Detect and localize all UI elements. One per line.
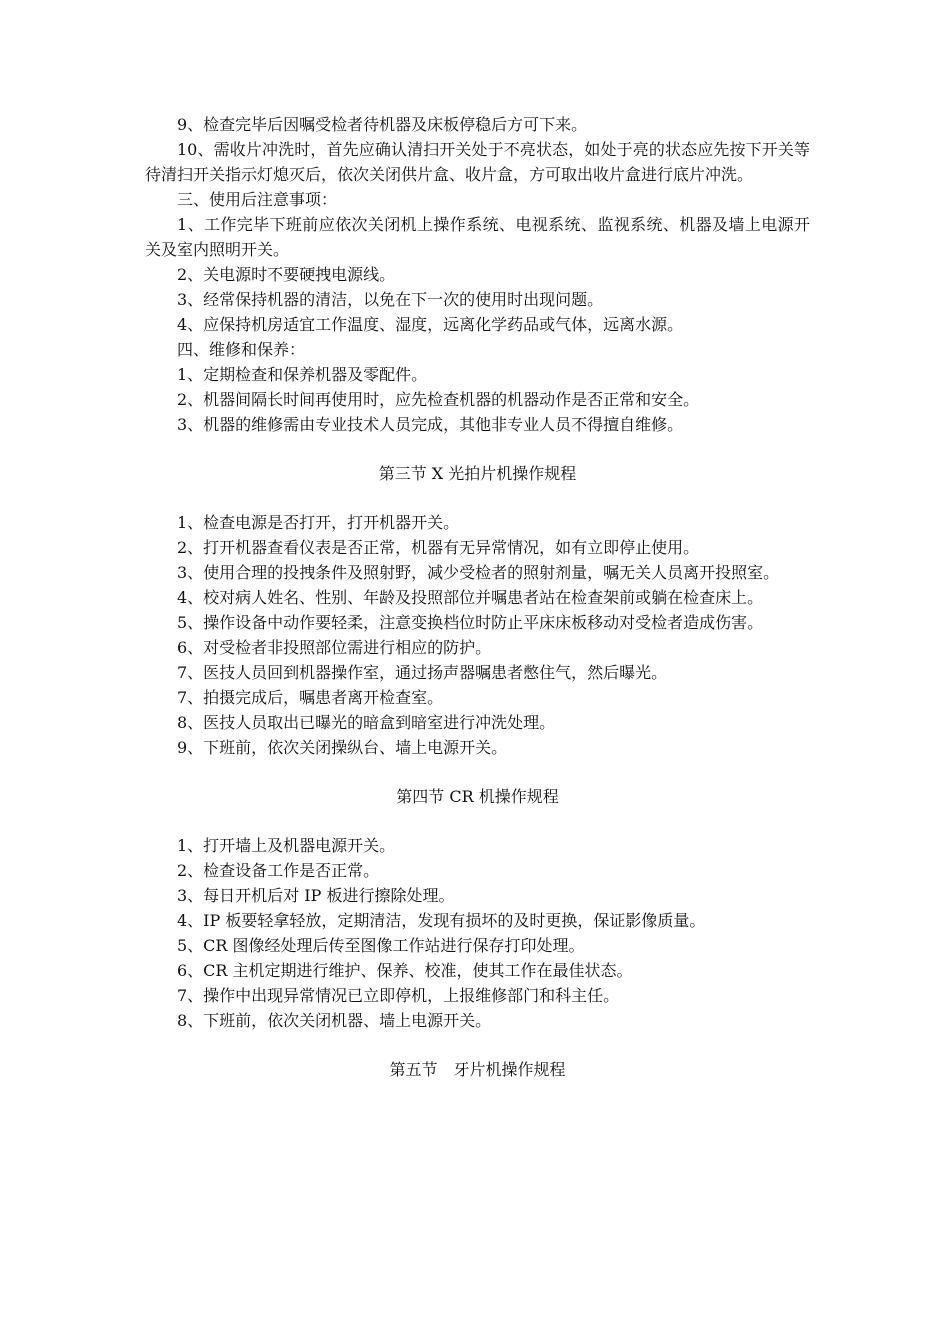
paragraph: 2、机器间隔长时间再使用时，应先检查机器的机器动作是否正常和安全。 xyxy=(177,390,700,409)
list-item: 5、CR 图像经处理后传至图像工作站进行保存打印处理。 xyxy=(177,936,585,955)
list-item: 5、操作设备中动作要轻柔，注意变换档位时防止平床床板移动对受检者造成伤害。 xyxy=(177,613,764,632)
section-title: 第三节 X 光拍片机操作规程 xyxy=(378,464,577,483)
document-page xyxy=(145,112,810,1082)
list-item: 8、下班前，依次关闭机器、墙上电源开关。 xyxy=(177,1011,492,1030)
paragraph: 3、机器的维修需由专业技术人员完成，其他非专业人员不得擅自维修。 xyxy=(177,415,684,434)
list-item: 4、校对病人姓名、性别、年龄及投照部位并嘱患者站在检查架前或躺在检查床上。 xyxy=(177,588,764,607)
list-item: 2、打开机器查看仪表是否正常，机器有无异常情况，如有立即停止使用。 xyxy=(177,538,700,557)
paragraph: 4、应保持机房适宜工作温度、湿度，远离化学药品或气体，远离水源。 xyxy=(177,315,684,334)
list-item: 3、使用合理的投拽条件及照射野，减少受检者的照射剂量，嘱无关人员离开投照室。 xyxy=(177,563,780,582)
paragraph: 1、定期检查和保养机器及零配件。 xyxy=(177,365,428,384)
paragraph: 1、工作完毕下班前应依次关闭机上操作系统、电视系统、监视系统、机器及墙上电源开关及室内照明开关。 xyxy=(145,215,810,259)
list-item: 1、打开墙上及机器电源开关。 xyxy=(177,836,396,855)
list-item: 7、拍摄完成后，嘱患者离开检查室。 xyxy=(177,688,444,707)
subsection-heading: 四、维修和保养： xyxy=(177,340,306,359)
paragraph: 2、关电源时不要硬拽电源线。 xyxy=(177,265,396,284)
paragraph: 10、需收片冲洗时，首先应确认清扫开关处于不亮状态，如处于亮的状态应先按下开关等待清扫开关指示灯熄灭后，依次关闭供片盒、收片盒，方可取出收片盒进行底片冲洗。 xyxy=(145,140,810,184)
list-item: 6、对受检者非投照部位需进行相应的防护。 xyxy=(177,638,492,657)
list-item: 7、医技人员回到机器操作室，通过扬声器嘱患者憋住气，然后曝光。 xyxy=(177,663,668,682)
list-item: 9、下班前，依次关闭操纵台、墙上电源开关。 xyxy=(177,738,508,757)
list-item: 6、CR 主机定期进行维护、保养、校准，使其工作在最佳状态。 xyxy=(177,961,633,980)
section-title: 第四节 CR 机操作规程 xyxy=(396,787,559,806)
list-item: 8、医技人员取出已曝光的暗盒到暗室进行冲洗处理。 xyxy=(177,713,556,732)
section-title: 第五节 牙片机操作规程 xyxy=(389,1060,566,1079)
list-item: 2、检查设备工作是否正常。 xyxy=(177,861,380,880)
list-item: 3、每日开机后对 IP 板进行擦除处理。 xyxy=(177,886,455,905)
list-item: 1、检查电源是否打开，打开机器开关。 xyxy=(177,513,460,532)
paragraph: 3、经常保持机器的清洁，以免在下一次的使用时出现问题。 xyxy=(177,290,604,309)
list-item: 7、操作中出现异常情况已立即停机，上报维修部门和科主任。 xyxy=(177,986,620,1005)
subsection-heading: 三、使用后注意事项： xyxy=(177,190,338,209)
paragraph: 9、检查完毕后因嘱受检者待机器及床板停稳后方可下来。 xyxy=(177,115,588,134)
list-item: 4、IP 板要轻拿轻放，定期清洁，发现有损坏的及时更换，保证影像质量。 xyxy=(177,911,706,930)
